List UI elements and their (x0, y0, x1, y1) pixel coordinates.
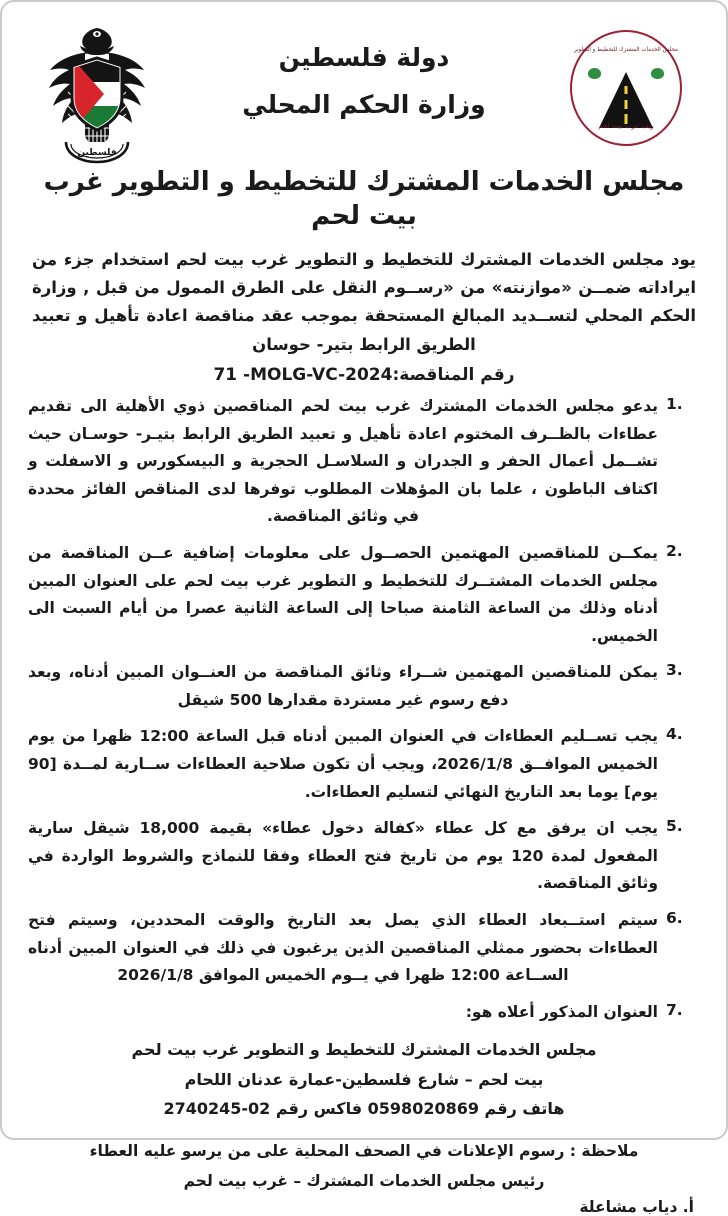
clause-item (28, 999, 700, 1027)
address-street: بيت لحم – شارع فلسطين-عمارة عدنان اللحام (184, 1069, 544, 1089)
clause-text: يجب ان يرفق مع كل عطاء «كفالة دخول عطاء» بقيمة 18,000 شيقل سارية المفعول لمدة 120 يوم من تاريخ فتح العطاء وفقا للنماذج والشروط الواردة في وثائق المناقصة. (28, 819, 658, 893)
tender-number-value: 71 -MOLG-VC-2024 (213, 365, 393, 386)
clause-text: العنوان المذكور أعلاه هو: (465, 1002, 658, 1021)
clause-number: 2. (666, 541, 683, 560)
clause-item (28, 815, 700, 898)
clause-number: 6. (666, 908, 683, 927)
clause-item (28, 659, 700, 714)
tender-number-label: رقم المناقصة: (392, 365, 515, 386)
emblem-shield-label: فلسطين (77, 148, 117, 158)
signoff-title: رئيس مجلس الخدمات المشترك – غرب بيت لحم (183, 1172, 545, 1191)
intro-paragraph: يود مجلس الخدمات المشترك للتخطيط و التطوير غرب بيت لحم استخدام جزء من ايراداته ضمــن «موازنته» من «رســوم النقل على الطرق الممول من قبل , وزارة الحكم المحلي لتســديد المبالغ المستحقة بموجب عقد مناقصة اعادة تأهيل و تعبيد الطريق الرابط بتير- حوسان (32, 249, 696, 354)
advertising-fees-note: ملاحظة : رسوم الإعلانات في الصحف المحلية على من يرسو عليه العطاء (89, 1142, 639, 1161)
header-title-group (28, 42, 700, 121)
address-organization: مجلس الخدمات المشترك للتخطيط و التطوير غرب بيت لحم (131, 1040, 597, 1060)
emblem-arc-text-bottom: ريف غرب بيت لحم (598, 122, 654, 130)
document-header (28, 16, 700, 164)
clause-item (28, 540, 700, 650)
clause-text: يدعو مجلس الخدمات المشترك غرب بيت لحم المناقصين ذوي الأهلية الى تقديم عطاءات بالظــرف المختوم اعادة تأهيل و تعبيد الطريق الرابط بتيـر- حوسـان حيث تشــمل أعمال الحفر و الجدران و السلاسـل الحجرية و البيسكورس و الاسفلت و اكتاف الباطون ، علما بان المؤهلات المطلوب توفرها لدى المناقص الفائز محددة في وثائق المناقصة. (28, 397, 658, 526)
clause-item (28, 393, 700, 531)
tender-number-line (28, 365, 700, 385)
clause-item (28, 723, 700, 806)
clause-number: 3. (666, 661, 683, 680)
ministry-name: وزارة الحكم المحلي (242, 90, 486, 120)
clause-number: 5. (666, 817, 683, 836)
clause-item (28, 907, 700, 990)
address-block (28, 1035, 700, 1124)
intro-paragraph-block (32, 246, 696, 360)
signoff-name: أ. دياب مشاعلة (579, 1198, 694, 1216)
council-title: مجلس الخدمات المشترك للتخطيط و التطوير غرب بيت لحم (43, 167, 685, 231)
clause-text: يمكــن للمناقصين المهتمين الحصــول على معلومات إضافية عــن المناقصة من مجلس الخدمات المشتــرك للتخطيط و التطوير غرب بيت لحم على العنوان المبين أدناه وذلك من الساعة الثامنة صباحا إلى الساعة الثانية عصرا من أيام السبت الى الخميس. (28, 543, 658, 645)
address-contact: هاتف رقم 0598020869 فاكس رقم 02-2740245 (163, 1099, 565, 1119)
state-name: دولة فلسطين (278, 43, 450, 72)
emblem-arc-text-top: مجلس الخدمات المشترك للتخطيط و التطوير (574, 46, 678, 53)
clause-text: سيتم استــبعاد العطاء الذي يصل بعد التاريخ والوقت المحددين، وسيتم فتح العطاءات بحضور ممثلي المناقصين الذين يرغبون في ذلك في العنوان المبين أدناه الســاعة 12:00 ظهرا في يــوم الخميس الموافق 2026/1/8 (28, 910, 658, 985)
clause-number: 4. (666, 725, 683, 744)
clause-text: يمكن للمناقصين المهتمين شــراء وثائق المناقصة من العنــوان المبين أدناه، وبعد دفع رسوم غير مستردة مقدارها 500 شيقل (28, 663, 658, 709)
clause-list (28, 393, 700, 1026)
clause-number: 1. (666, 395, 683, 414)
clause-number: 7. (666, 1000, 683, 1019)
clause-text: يجب تســليم العطاءات في العنوان المبين أدناه قبل الساعة 12:00 ظهرا من يوم الخميس الموافــق 2026/1/8، ويجب أن تكون صلاحية العطاءات ســارية لمــدة [90 يوم] يوما بعد التاريخ النهائي لتسليم العطاءات. (28, 727, 659, 801)
